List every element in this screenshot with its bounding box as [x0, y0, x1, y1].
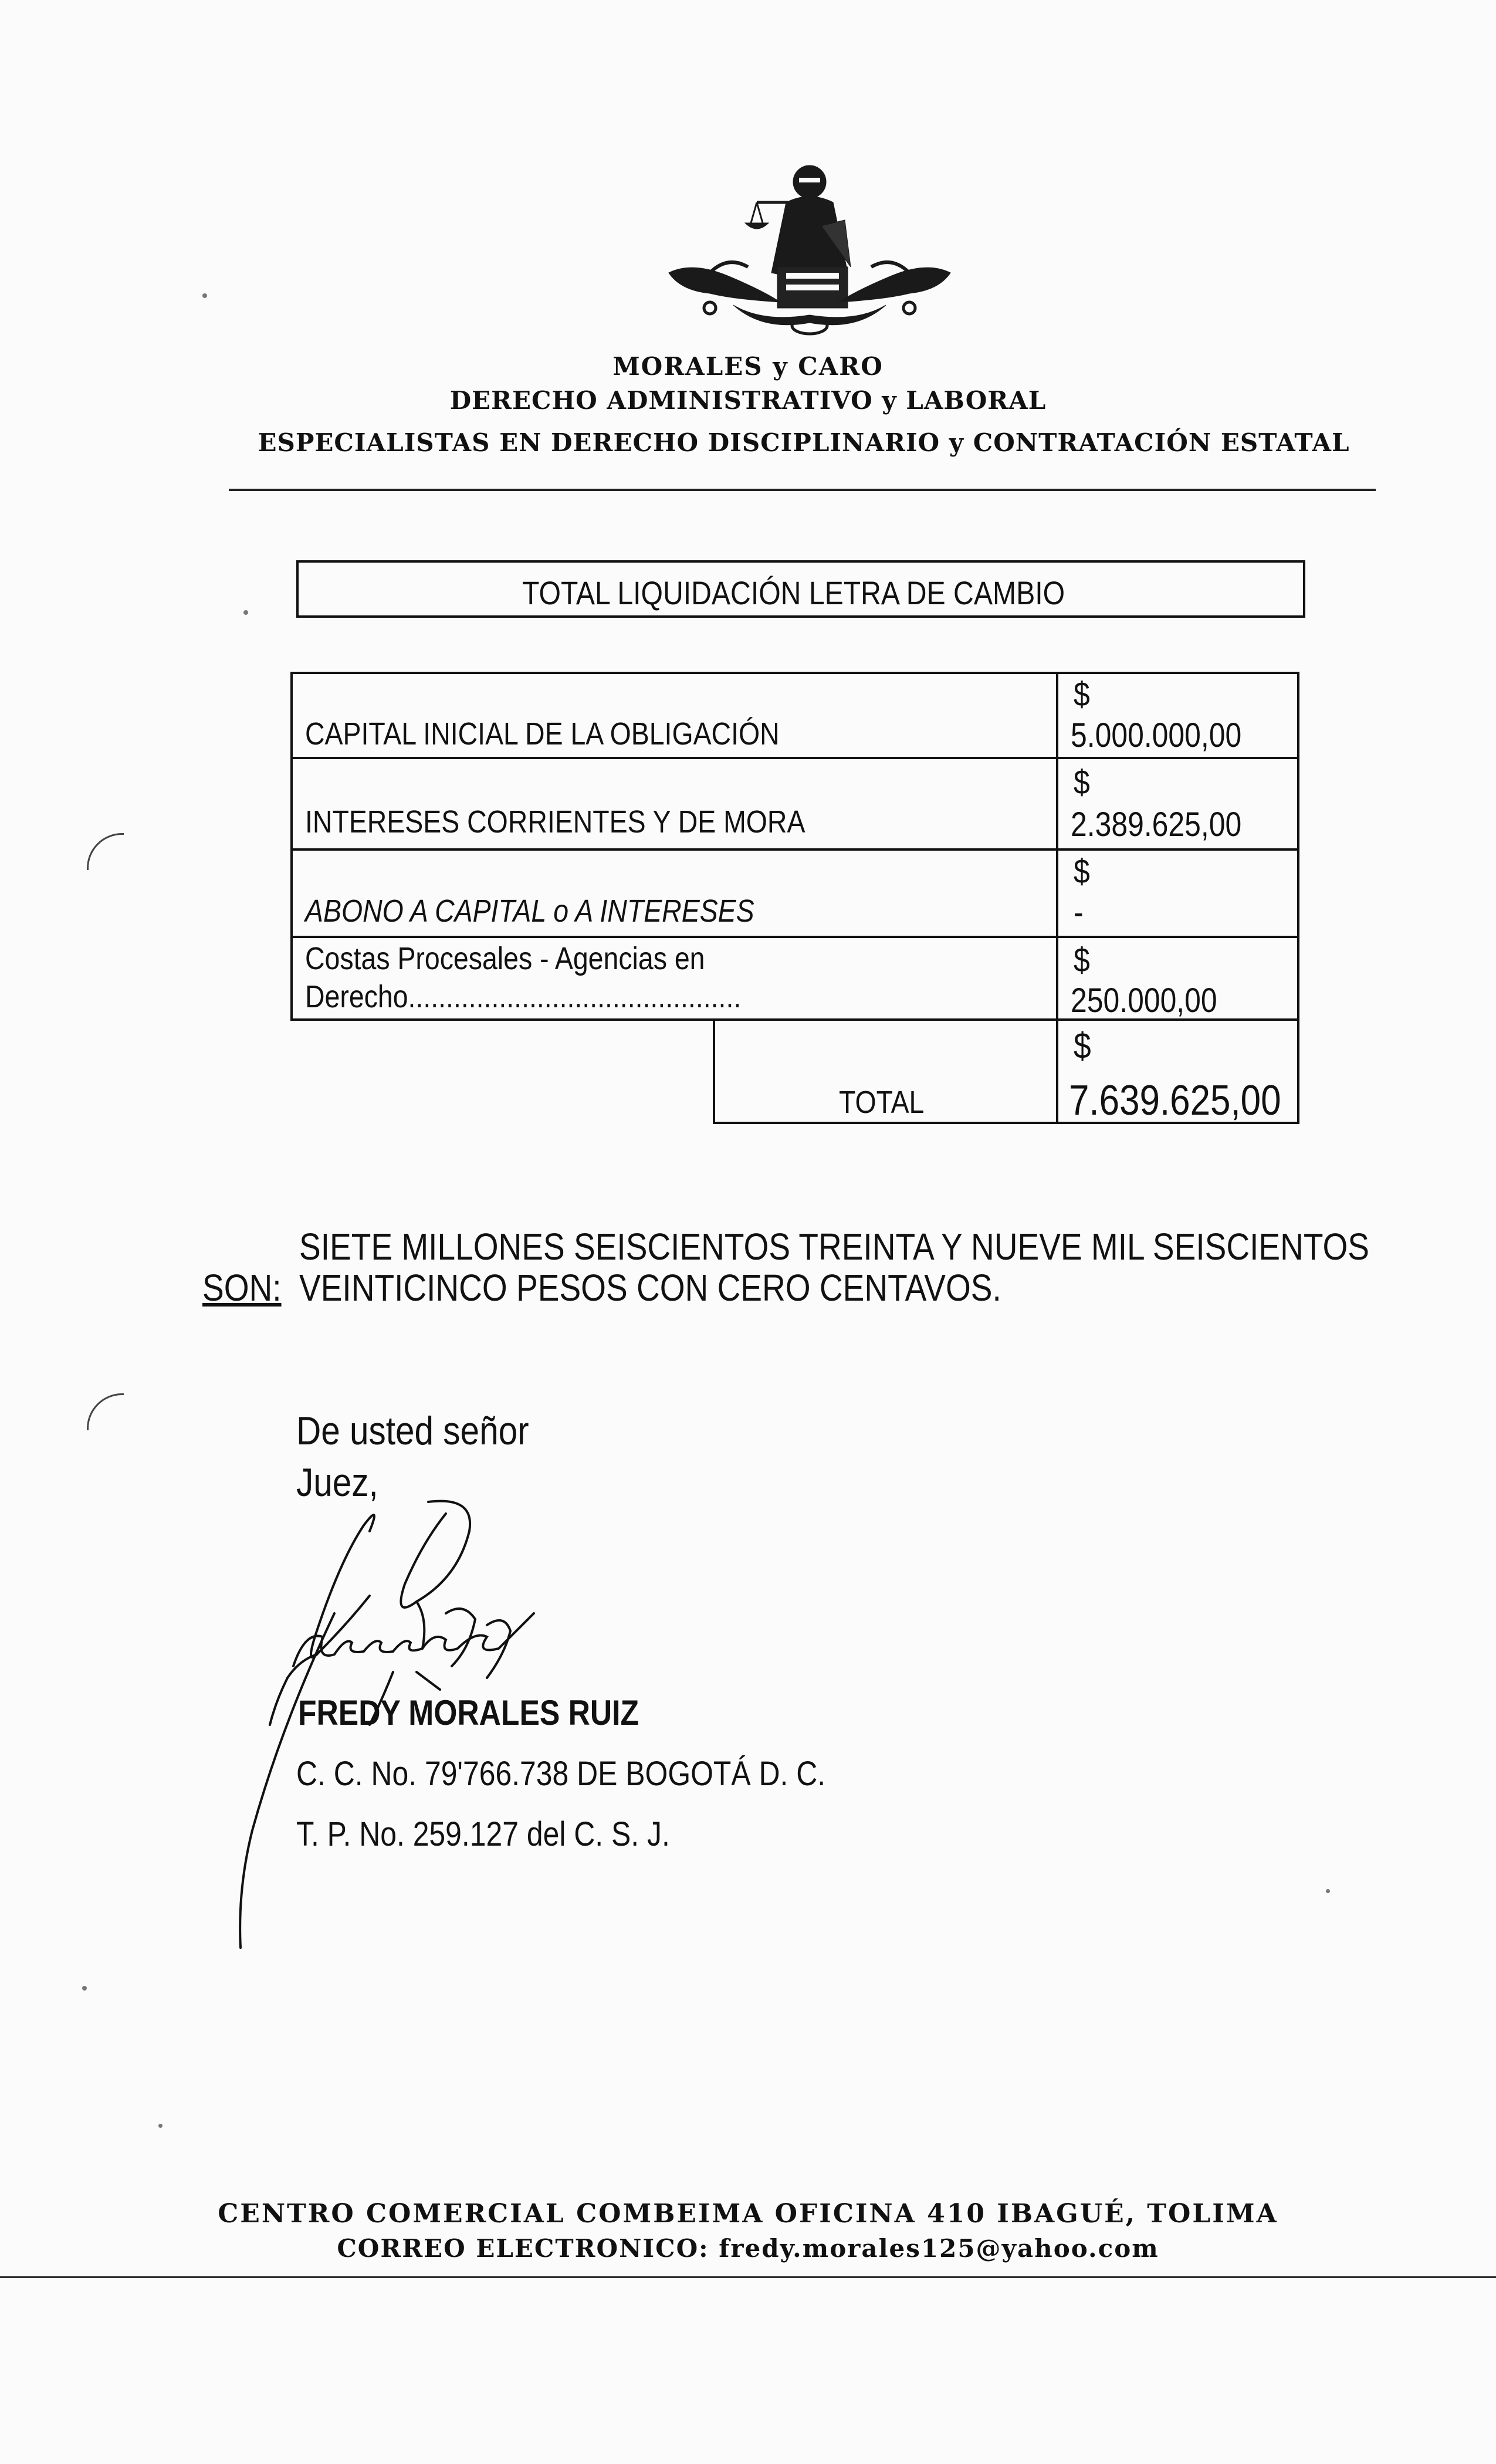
firm-specialization: ESPECIALISTAS EN DERECHO DISCIPLINARIO y CONTRATACIÓN ESTATAL: [258, 428, 1350, 457]
son-label: SON:: [202, 1267, 282, 1309]
scan-speck: [1326, 1889, 1330, 1893]
table-row-amount: 5.000.000,00: [1071, 716, 1242, 754]
column-divider: [1056, 672, 1058, 1122]
total-left-border: [713, 1018, 715, 1122]
table-row-amount: 2.389.625,00: [1071, 805, 1242, 844]
amount-in-words-line1: SIETE MILLONES SEISCIENTOS TREINTA Y NUEVE MIL SEISCIENTOS: [299, 1226, 1369, 1268]
document-title: TOTAL LIQUIDACIÓN LETRA DE CAMBIO: [522, 574, 1065, 611]
row-divider: [290, 848, 1299, 851]
table-row-amount: -: [1074, 893, 1084, 932]
firm-name: MORALES y CARO: [612, 352, 884, 381]
table-row-amount: 250.000,00: [1071, 981, 1217, 1020]
currency-symbol: $: [1074, 763, 1090, 801]
currency-symbol: $: [1074, 941, 1090, 979]
signer-name: FREDY MORALES RUIZ: [298, 1693, 639, 1732]
table-row-label: Costas Procesales - Agencias en: [305, 941, 705, 976]
firm-specialty: DERECHO ADMINISTRATIVO y LABORAL: [449, 386, 1047, 415]
currency-symbol: $: [1074, 852, 1090, 891]
table-row-label: CAPITAL INICIAL DE LA OBLIGACIÓN: [305, 716, 780, 752]
scan-speck: [202, 293, 207, 298]
table-right-border: [1297, 672, 1299, 1122]
row-divider: [290, 936, 1299, 938]
punch-hole-mark: [87, 1393, 124, 1430]
punch-hole-mark: [87, 833, 124, 870]
signer-id-number: C. C. No. 79'766.738 DE BOGOTÁ D. C.: [296, 1755, 826, 1793]
lady-justice-logo-icon: [645, 155, 974, 349]
closing-salutation: De usted señor: [296, 1409, 529, 1453]
currency-symbol: $: [1074, 675, 1090, 713]
amount-in-words-line2: VEINTICINCO PESOS CON CERO CENTAVOS.: [299, 1267, 1001, 1309]
scan-speck: [158, 2124, 163, 2128]
footer-email: CORREO ELECTRONICO: fredy.morales125@yahoo.com: [337, 2234, 1159, 2263]
scan-speck: [82, 1986, 87, 1991]
row-divider: [290, 757, 1299, 759]
footer-address: CENTRO COMERCIAL COMBEIMA OFICINA 410 IBAGUÉ, TOLIMA: [218, 2199, 1278, 2229]
closing-salutation-2: Juez,: [296, 1460, 378, 1505]
table-row-label: INTERESES CORRIENTES Y DE MORA: [305, 804, 805, 840]
header-divider: [229, 489, 1376, 491]
table-row-label: ABONO A CAPITAL o A INTERESES: [305, 893, 754, 929]
scan-speck: [243, 610, 248, 615]
signer-professional-card: T. P. No. 259.127 del C. S. J.: [296, 1815, 670, 1853]
total-amount: 7.639.625,00: [1069, 1077, 1281, 1124]
table-row-label: Derecho............................................: [305, 979, 742, 1014]
total-label: TOTAL: [839, 1085, 925, 1120]
row-divider: [290, 1018, 713, 1021]
footer-divider: [0, 2276, 1496, 2278]
currency-symbol: $: [1074, 1026, 1091, 1067]
